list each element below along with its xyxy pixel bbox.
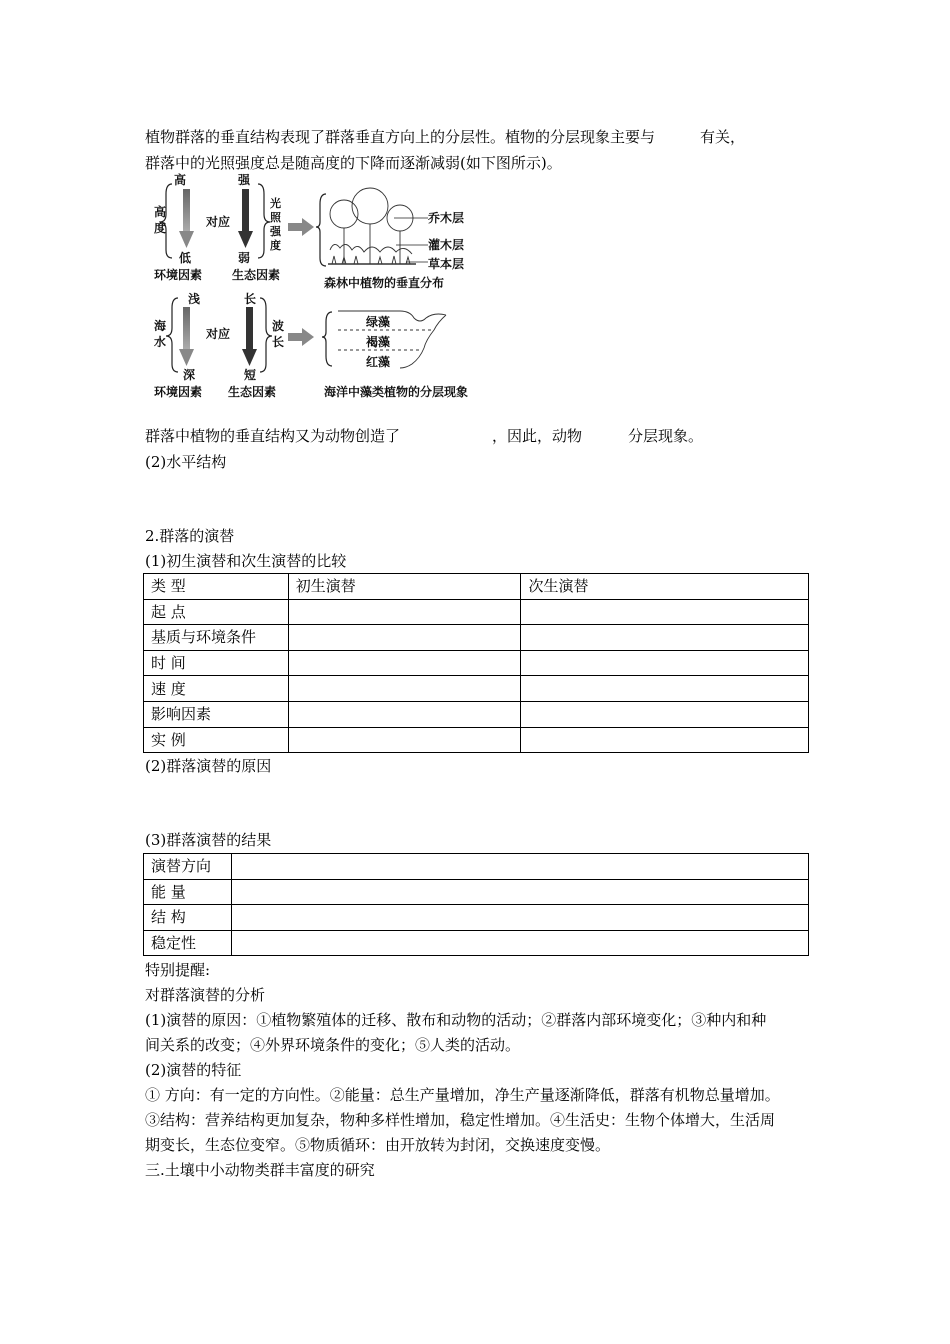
wave-short-label: 短 — [244, 368, 257, 382]
env-high-label: 高 — [174, 173, 187, 187]
vertical-structure-line-2: 群落中的光照强度总是随高度的下降而逐渐减弱(如下图所示)。 — [145, 154, 562, 172]
notes-subtitle: 对群落演替的分析 — [145, 986, 266, 1004]
table-row — [144, 625, 809, 651]
sea-deep-label: 深 — [183, 368, 196, 382]
row-label: 速 度 — [144, 676, 289, 702]
notes-feature-line-2: ③结构：营养结构更加复杂，物种多样性增加，稳定性增加。④生活史：生物个体增大，生活周 — [145, 1111, 776, 1129]
forest-illustration — [328, 188, 416, 264]
sea-env-caption: 环境因素 — [154, 385, 203, 399]
notes-title: 特别提醒: — [145, 961, 211, 979]
blank-cell — [288, 727, 521, 753]
result-title: (3)群落演替的结果 — [145, 831, 272, 849]
right-brace — [258, 184, 270, 258]
grass-layer-label: 草本层 — [428, 257, 465, 271]
row-label: 影响因素 — [144, 701, 289, 727]
text-segment: ，因此，动物 — [492, 427, 583, 445]
table-row — [144, 676, 809, 702]
row-label: 结 构 — [144, 905, 232, 931]
eco-caption: 生态因素 — [232, 268, 281, 282]
row-label: 能 量 — [144, 879, 232, 905]
succession-heading: 2.群落的演替 — [145, 527, 235, 545]
row-label: 演替方向 — [144, 854, 232, 880]
sea-left-brace — [166, 298, 178, 372]
wave-long-label: 长 — [244, 292, 257, 306]
blank-cell — [288, 676, 521, 702]
cause-title: (2)群落演替的原因 — [145, 757, 272, 775]
eco-axis-char-2: 照 — [270, 211, 281, 224]
eco-weak-label: 弱 — [238, 251, 251, 265]
notes-cause-line-1: (1)演替的原因：①植物繁殖体的迁移、散布和动物的活动；②群落内部环境变化；③种内和种 — [145, 1011, 767, 1029]
blank-cell — [288, 625, 521, 651]
sea-axis-char-1: 海 — [154, 319, 167, 333]
wave-axis-char-1: 波 — [272, 319, 285, 333]
shrub-layer-label: 灌木层 — [428, 238, 465, 252]
green-algae-label: 绿藻 — [366, 315, 391, 329]
forest-caption: 森林中植物的垂直分布 — [324, 276, 445, 290]
table-row — [144, 854, 809, 880]
notes-feature-title: (2)演替的特征 — [145, 1061, 242, 1079]
blank-cell — [288, 599, 521, 625]
blank-cell — [231, 879, 808, 905]
row-label: 时 间 — [144, 650, 289, 676]
sea-caption: 海洋中藻类植物的分层现象 — [324, 385, 469, 399]
sea-axis-char-2: 水 — [154, 335, 167, 349]
table-row — [144, 905, 809, 931]
env-low-label: 低 — [179, 251, 192, 265]
blank-cell — [521, 599, 809, 625]
tree-layer-label: 乔木层 — [428, 211, 465, 225]
blank-cell — [231, 905, 808, 931]
notes-feature-line-1: ① 方向：有一定的方向性。②能量：总生产量增加，净生产量逐渐降低，群落有机物总量增加。 — [145, 1086, 780, 1104]
row-label: 实 例 — [144, 727, 289, 753]
eco-axis-char-3: 强 — [270, 225, 281, 238]
eco-axis-char-4: 度 — [270, 239, 281, 252]
blank-cell — [521, 701, 809, 727]
succession-result-table — [143, 853, 809, 956]
table-row — [144, 701, 809, 727]
sea-illustration — [338, 311, 446, 368]
text-segment: 群落中植物的垂直结构又为动物创造了 — [145, 427, 401, 445]
comparison-title: (1)初生演替和次生演替的比较 — [145, 552, 347, 570]
table-header-cell: 次生演替 — [521, 574, 809, 600]
blank-cell — [521, 625, 809, 651]
sea-env-arrow-shaft — [183, 307, 190, 349]
text-segment: 植物群落的垂直结构表现了群落垂直方向上的分层性。植物的分层现象主要与 — [145, 128, 656, 146]
table-row — [144, 879, 809, 905]
arrow-to-forest-head — [302, 218, 314, 236]
row-label: 基质与环境条件 — [144, 625, 289, 651]
table-row — [144, 650, 809, 676]
blank-cell — [288, 701, 521, 727]
wave-axis-char-2: 长 — [272, 335, 285, 349]
arrow-to-sea-head — [302, 328, 314, 346]
sea-right-brace — [260, 298, 272, 372]
blank-cell — [521, 650, 809, 676]
red-algae-label: 红藻 — [366, 355, 391, 369]
sea-corresponds-label: 对应 — [206, 327, 231, 341]
notes-feature-line-3: 期变长，生态位变窄。⑤物质循环：由开放转为封闭，交换速度变慢。 — [145, 1136, 611, 1154]
blank-cell — [231, 930, 808, 956]
row-label: 稳定性 — [144, 930, 232, 956]
wave-arrow-shaft — [246, 307, 253, 349]
env-axis-label-1: 高 — [154, 205, 167, 219]
blank-cell — [521, 727, 809, 753]
blank-cell — [521, 676, 809, 702]
eco-strong-label: 强 — [238, 173, 251, 187]
table-header-cell: 类 型 — [144, 574, 289, 600]
blank-cell — [288, 650, 521, 676]
notes-cause-line-2: 间关系的改变；④外界环境条件的变化；⑤人类的活动。 — [145, 1036, 521, 1054]
vertical-distribution-figure — [148, 172, 493, 404]
succession-comparison-table — [143, 573, 809, 753]
vertical-structure-line-3 — [145, 426, 703, 446]
corresponds-label: 对应 — [206, 215, 231, 229]
wave-arrow-head — [242, 349, 257, 366]
sea-eco-caption: 生态因素 — [228, 385, 277, 399]
table-row — [144, 599, 809, 625]
eco-axis-char-1: 光 — [270, 197, 281, 210]
forest-brace — [316, 194, 326, 266]
row-label: 起 点 — [144, 599, 289, 625]
text-segment: 有关， — [700, 128, 746, 146]
sea-shallow-label: 浅 — [188, 292, 201, 306]
table-row — [144, 727, 809, 753]
section-3-heading: 三.土壤中小动物类群丰富度的研究 — [145, 1161, 375, 1179]
env-caption: 环境因素 — [154, 268, 203, 282]
env-arrow-head — [179, 231, 194, 248]
table-header-cell: 初生演替 — [288, 574, 521, 600]
sea-env-arrow-head — [179, 349, 194, 366]
eco-arrow-head — [238, 231, 253, 248]
table-row — [144, 930, 809, 956]
vertical-structure-line-1 — [145, 127, 745, 147]
arrow-to-forest-shaft — [288, 223, 302, 231]
env-axis-label-2: 度 — [154, 221, 167, 235]
sea-brace — [322, 312, 332, 366]
eco-arrow-shaft — [242, 189, 249, 231]
blank-cell — [231, 854, 808, 880]
table-header-row — [144, 574, 809, 600]
arrow-to-sea-shaft — [288, 333, 302, 341]
brown-algae-label: 褐藻 — [366, 335, 391, 349]
env-arrow-shaft — [183, 189, 190, 231]
text-segment: 分层现象。 — [628, 427, 704, 445]
horizontal-structure-heading: (2)水平结构 — [145, 453, 227, 471]
